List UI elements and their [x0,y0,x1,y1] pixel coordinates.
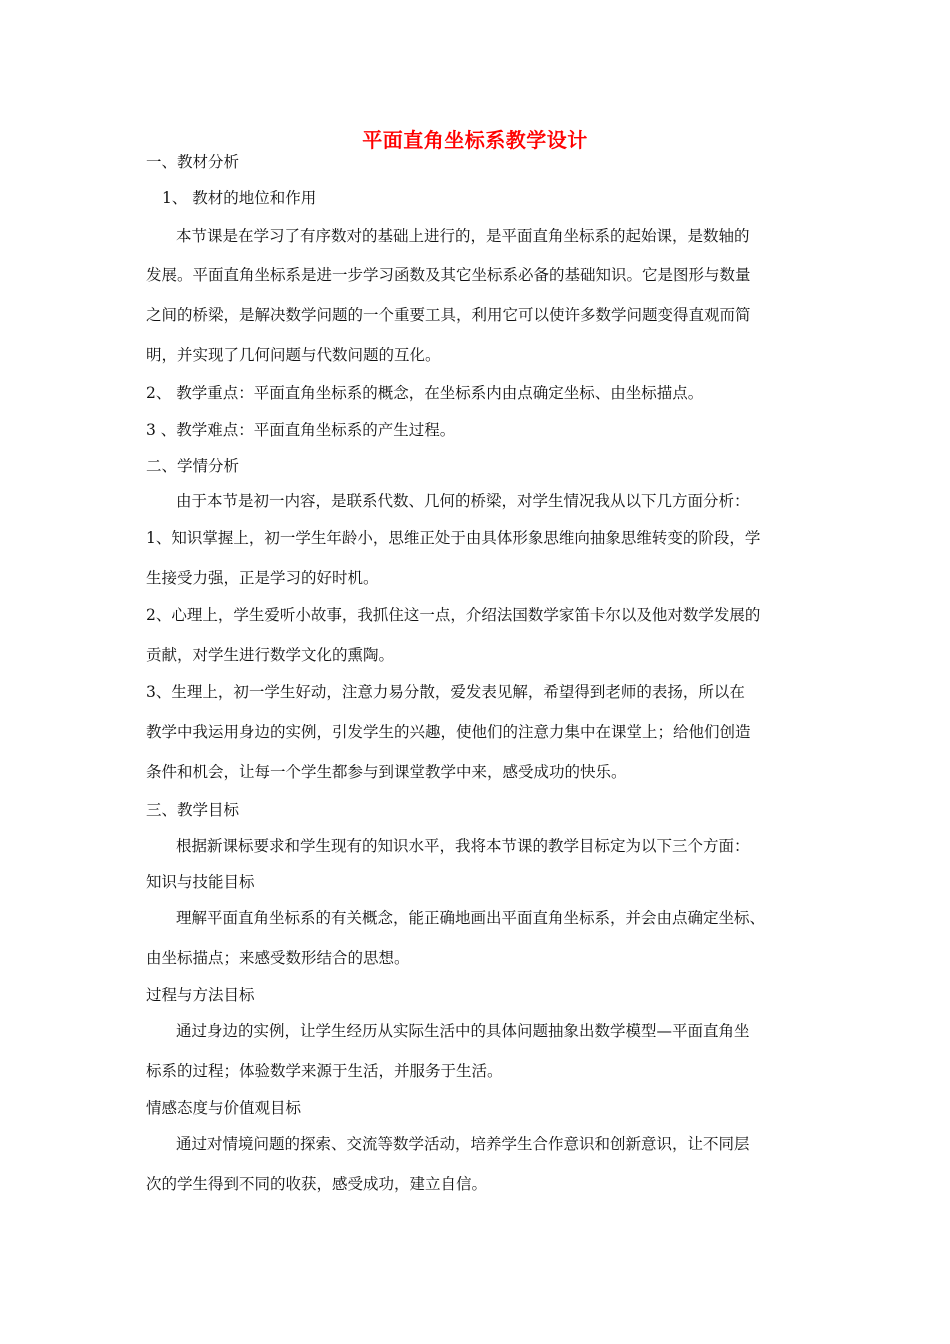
paragraph-line: 2、心理上，学生爱听小故事，我抓住这一点，介绍法国数学家笛卡尔以及他对数学发展的 [146,606,761,624]
subheading-role: 1、 教材的地位和作用 [162,189,317,207]
subheading-process-method: 过程与方法目标 [146,986,255,1004]
paragraph-line: 条件和机会，让每一个学生都参与到课堂教学中来，感受成功的快乐。 [146,763,627,781]
section-heading-student-analysis: 二、学情分析 [146,457,240,475]
difficulty-line: 3 、教学难点：平面直角坐标系的产生过程。 [146,421,456,439]
paragraph-line: 理解平面直角坐标系的有关概念，能正确地画出平面直角坐标系，并会由点确定坐标、 [176,909,766,927]
paragraph-line: 教学中我运用身边的实例，引发学生的兴趣，使他们的注意力集中在课堂上；给他们创造 [146,723,751,741]
section-heading-teaching-goals: 三、教学目标 [146,801,240,819]
document-title: 平面直角坐标系教学设计 [362,128,588,152]
paragraph-line: 由于本节是初一内容，是联系代数、几何的桥梁，对学生情况我从以下几方面分析： [176,492,750,510]
subheading-knowledge-skills: 知识与技能目标 [146,873,255,891]
paragraph-line: 本节课是在学习了有序数对的基础上进行的，是平面直角坐标系的起始课，是数轴的 [176,227,750,245]
paragraph-line: 明，并实现了几何问题与代数问题的互化。 [146,346,441,364]
subheading-attitude-values: 情感态度与价值观目标 [146,1099,302,1117]
paragraph-line: 3、生理上，初一学生好动，注意力易分散，爱发表见解，希望得到老师的表扬，所以在 [146,683,745,701]
key-point-line: 2、 教学重点：平面直角坐标系的概念，在坐标系内由点确定坐标、由坐标描点。 [146,384,704,402]
paragraph-line: 次的学生得到不同的收获，感受成功，建立自信。 [146,1175,488,1193]
paragraph-line: 1、知识掌握上，初一学生年龄小，思维正处于由具体形象思维向抽象思维转变的阶段，学 [146,529,761,547]
paragraph-line: 通过对情境问题的探索、交流等数学活动，培养学生合作意识和创新意识，让不同层 [176,1135,750,1153]
paragraph-line: 生接受力强，正是学习的好时机。 [146,569,379,587]
paragraph-line: 标系的过程；体验数学来源于生活，并服务于生活。 [146,1062,503,1080]
paragraph-line: 之间的桥梁，是解决数学问题的一个重要工具，利用它可以使许多数学问题变得直观而简 [146,306,751,324]
paragraph-line: 通过身边的实例，让学生经历从实际生活中的具体问题抽象出数学模型—平面直角坐 [176,1022,750,1040]
paragraph-line: 由坐标描点；来感受数形结合的思想。 [146,949,410,967]
paragraph-line: 贡献，对学生进行数学文化的熏陶。 [146,646,395,664]
paragraph-line: 发展。平面直角坐标系是进一步学习函数及其它坐标系必备的基础知识。它是图形与数量 [146,266,751,284]
section-heading-textbook-analysis: 一、教材分析 [146,153,240,171]
paragraph-line: 根据新课标要求和学生现有的知识水平，我将本节课的教学目标定为以下三个方面： [176,837,750,855]
